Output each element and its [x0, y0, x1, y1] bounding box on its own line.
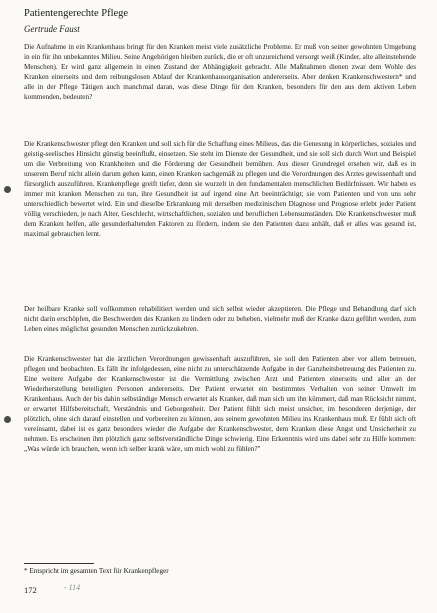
body-paragraph: Die Aufnahme in ein Krankenhaus bringt für den Kranken meist viele zusätzliche Probleme. Er muß von seiner gewohnten Umgebung in ein für ihn unbekanntes Milieu. Seine Angehörigen bleiben zurück, die er oft unzureichend versorgt weiß (Kinder, alte alleinstehende Menschen). Er wird ganz allgemein in einen Zustand der Abhängigkeit gebracht. Alle Maßnahmen dienen zwar dem Wohle des Kranken einerseits und dem reibungslosen Ablauf der Krankenhausorganisation andererseits. Aber denken Krankenschwestern* und alle in der Pflege Tätigen auch manchmal daran, was diese Dinge für den Kranken, besonders für den aus dem aktiven Leben kommenden, bedeuten?	[24, 43, 416, 101]
body-paragraph: Die Krankenschwester hat die ärztlichen Verordnungen gewissenhaft auszuführen, sie soll den Patienten aber vor allem betreuen, pflegen und beobachten. Es fällt ihr infolgedessen, eine nicht zu unterschätzende Aufgabe in der Ganzheitsbetreuung des Patienten zu. Eine weitere Aufgabe der Krankenschwester ist die Vermittlung zwischen Arzt und Patienten einerseits und aller an der Wiederherstellung beteiligten Personen andererseits. Der Patient erwartet ein bestimmtes Verhalten von seiner Umwelt im Krankenhaus. Auch der bis dahin selbständige Mensch erwartet als Kranker, daß man sich um ihn kümmert, daß man Rücksicht nimmt, er erwartet Hilfsbereitschaft, Verständnis und Geborgenheit. Der Patient fühlt sich meist unsicher, im besonderen derjenige, der plötzlich, ohne sich darauf einstellen und vorbereiten zu können, aus seinem gewohnten Milieu ins Krankenhaus muß. Er fühlt sich oft vereinsamt, dabei ist es ganz besonders wieder die Aufgabe der Krankenschwester, dem Kranken diese Angst und Unsicherheit zu nehmen. Es erscheinen ihm plötzlich ganz selbstverständliche Dinge schwierig. Eine Erkenntnis wird uns dabei sehr zu Hilfe kommen: „Was würde ich brauchen, wenn ich selber krank wäre, um mich wohl zu fühlen?"	[24, 355, 416, 453]
page-number: 172	[24, 585, 37, 595]
body-paragraph: Der heilbare Kranke soll vollkommen rehabilitiert werden und sich selbst wieder akzeptieren. Die Pflege und Behandlung darf sich nicht darin erschöpfen, die Beschwerden des Kranken zu lindern oder zu beheben, vielmehr muß der Kranke dazu geführt werden, zum Leben eines möglichst gesunden Menschen zurückzukehren.	[24, 305, 416, 333]
body-paragraph: Die Krankenschwester pflegt den Kranken und soll sich für die Schaffung eines Milieus, das die Genesung in körperliches, soziales und geistig-seelisches Hinsicht günstig beeinflußt, einsetzen. Sie steht im Dienste der Gesundheit, und sie soll sich durch Wort und Beispiel um die Verbreitung von Krankheiten und die Förderung der Gesundheit bemühen. Aus dieser Grundregel ersehen wir, daß es in unserem Beruf nicht allein darum gehen kann, einen Kranken sachgemäß zu pflegen und die Verordnungen des Arztes gewissenhaft und fürsorglich auszuführen. Krankenpflege greift tiefer, denn sie wurzelt in den fundamentalen menschlichen Bedürfnissen. Wir haben es immer mit kranken Menschen zu tun, ihre Gesundheit ist auf irgend eine Art beeinträchtigt; sie vom Patienten und von uns sehr unterschiedlich bewertet wird. Ein und dieselbe Erkrankung mit derselben medizinischen Diagnose und Prognose erlebt jeder Patient völlig verschieden, je nach Alter, Geschlecht, wirtschaftlichen, sozialen und beruflichen Lebensumständen. Die Krankenschwester muß dem Kranken helfen, alle gesunderhaltenden Faktoren zu fördern, indem sie den Patienten dazu anhält, daß er alles was gesund ist, maximal gebrauchen lernt.	[24, 140, 416, 238]
article-title: Patientengerechte Pflege	[24, 8, 129, 19]
binding-hole	[4, 416, 11, 423]
handwritten-mark: - 114	[64, 583, 81, 592]
footnote: * Entspricht im gesamten Text für Krankenpfleger	[24, 567, 169, 575]
footnote-divider	[24, 563, 94, 564]
article-author: Gertrude Faust	[24, 24, 80, 34]
binding-hole	[4, 186, 11, 193]
